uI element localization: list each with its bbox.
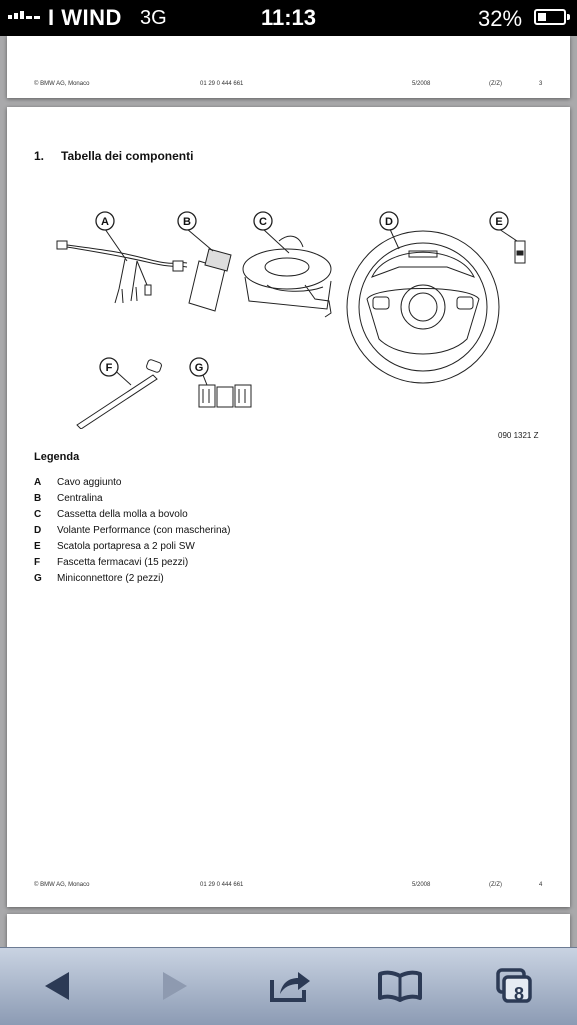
- callout-label-c: C: [259, 216, 267, 228]
- carrier-name: I WIND: [48, 5, 122, 30]
- cable-harness-drawing: [57, 229, 187, 303]
- battery-icon: [534, 9, 566, 25]
- back-arrow-icon: [41, 969, 75, 1003]
- callout-label-g: G: [194, 362, 204, 374]
- section-number: 1.: [34, 149, 45, 163]
- legend-text: Miniconnettore (2 pezzi): [57, 572, 164, 584]
- tab-count-badge: 8: [513, 984, 524, 1004]
- components-diagram: [27, 189, 547, 429]
- footer-copyright: © BMW AG, Monaco: [34, 882, 90, 888]
- callout-label-e: E: [495, 216, 503, 228]
- cable-tie-drawing: [77, 359, 162, 429]
- control-unit-drawing: [187, 229, 231, 311]
- legend-letter: F: [34, 556, 41, 568]
- callout-label-f: F: [105, 362, 113, 374]
- footer-page-number: 4: [539, 882, 543, 888]
- legend-letter: B: [34, 492, 42, 504]
- legend-letter: D: [34, 524, 42, 536]
- share-button[interactable]: [260, 958, 320, 1014]
- legend-item: [34, 474, 230, 490]
- legend-letter: G: [34, 572, 42, 584]
- footer-date: 5/2008: [412, 882, 431, 888]
- forward-button[interactable]: [144, 958, 204, 1014]
- status-time: 11:13: [260, 5, 317, 30]
- legend-letter: A: [34, 476, 42, 488]
- share-icon: [268, 968, 312, 1004]
- section-heading: [34, 149, 193, 163]
- footer-doc-number: 01 29 0 444 661: [200, 882, 244, 888]
- bookmarks-book-icon: [377, 970, 423, 1002]
- legend-item: [34, 490, 230, 506]
- socket-housing-drawing: [499, 229, 525, 263]
- clock-spring-drawing: [243, 229, 331, 317]
- footer-fraction: (Z/Z): [489, 81, 502, 87]
- legend-title: Legenda: [34, 451, 80, 463]
- legend-list: [34, 474, 230, 586]
- network-type: 3G: [140, 7, 167, 29]
- legend-item: [34, 554, 230, 570]
- legend-item: [34, 570, 230, 586]
- callout-label-b: B: [183, 216, 191, 228]
- forward-arrow-icon: [157, 969, 191, 1003]
- bookmarks-button[interactable]: [370, 958, 430, 1014]
- legend-text: Centralina: [57, 492, 103, 504]
- legend-text: Volante Performance (con mascherina): [57, 524, 231, 536]
- battery-percentage: 32%: [478, 6, 523, 31]
- steering-wheel-drawing: [347, 227, 499, 383]
- section-title: Tabella dei componenti: [61, 149, 194, 163]
- callout-label-a: A: [101, 216, 109, 228]
- back-button[interactable]: [28, 958, 88, 1014]
- footer-copyright: © BMW AG, Monaco: [34, 81, 90, 87]
- status-bar: [0, 0, 577, 36]
- footer-page-number: 3: [539, 81, 543, 87]
- footer-fraction: (Z/Z): [489, 882, 502, 888]
- legend-item: [34, 538, 230, 554]
- legend-item: [34, 506, 230, 522]
- legend-text: Fascetta fermacavi (15 pezzi): [57, 556, 189, 568]
- legend-item: [34, 522, 230, 538]
- footer-doc-number: 01 29 0 444 661: [200, 81, 244, 87]
- browser-toolbar: [0, 947, 577, 1025]
- legend-text: Scatola portapresa a 2 poli SW: [57, 540, 195, 552]
- legend-letter: C: [34, 508, 42, 520]
- legend-letter: E: [34, 540, 41, 552]
- footer-date: 5/2008: [412, 81, 431, 87]
- document-page-3[interactable]: [7, 36, 570, 98]
- document-page-4[interactable]: [7, 107, 570, 907]
- legend-text: Cavo aggiunto: [57, 476, 122, 488]
- callout-label-d: D: [385, 216, 393, 228]
- figure-code: 090 1321 Z: [498, 431, 539, 440]
- legend-text: Cassetta della molla a bovolo: [57, 508, 188, 520]
